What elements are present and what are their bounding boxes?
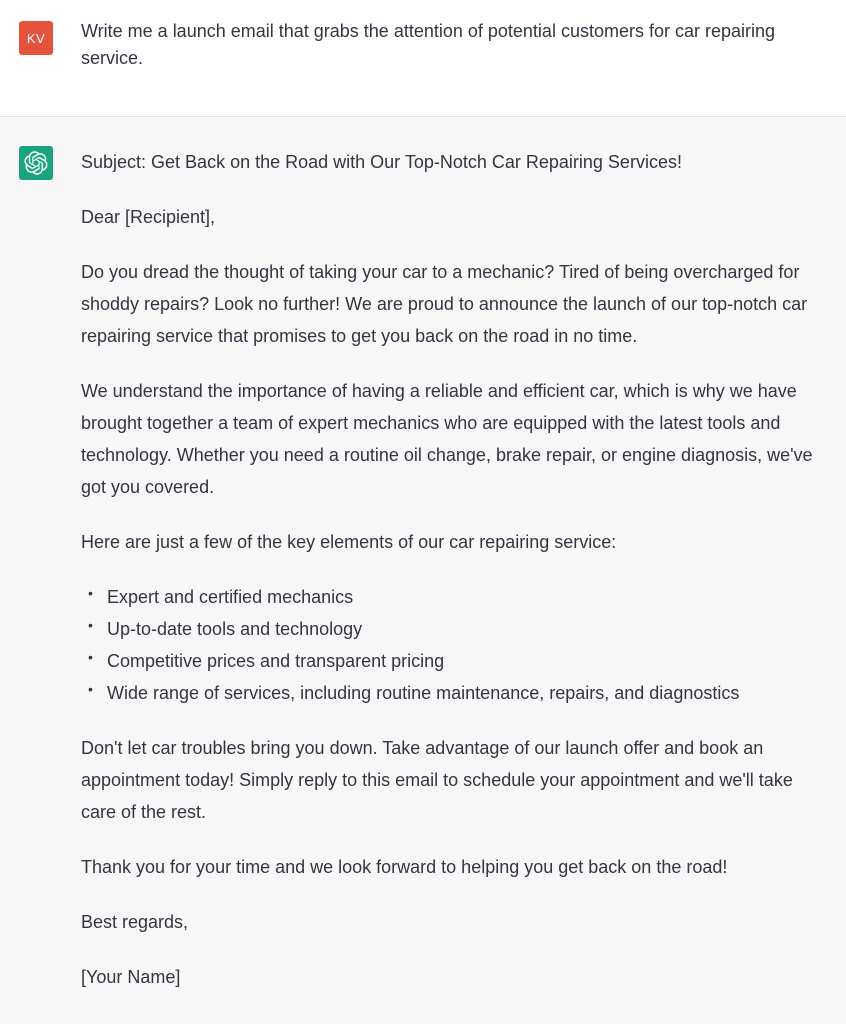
user-avatar-initials: KV [26, 30, 46, 46]
list-item [81, 613, 824, 645]
email-paragraph-3: Don't let car troubles bring you down. Take advantage of our launch offer and book an appointment today! Simply reply to this email to schedule your appointment and we'll take care of the rest. [81, 738, 793, 822]
assistant-turn [0, 117, 846, 1024]
assistant-message [81, 146, 824, 1016]
list-item [81, 677, 824, 709]
list-item [81, 645, 824, 677]
email-list-intro: Here are just a few of the key elements of our car repairing service: [81, 532, 617, 552]
user-turn [0, 0, 846, 117]
list-item-text: Wide range of services, including routine maintenance, repairs, and diagnostics [107, 683, 740, 703]
email-closing: Thank you for your time and we look forward to helping you get back on the road! [81, 857, 728, 877]
email-paragraph-1: Do you dread the thought of taking your car to a mechanic? Tired of being overcharged for shoddy repairs? Look no further! We are proud to announce the launch of our top-notch car repairing service that promises to get you back on the road in no time. [81, 262, 808, 346]
email-paragraph-2: We understand the importance of having a reliable and efficient car, which is why we have brought together a team of expert mechanics who are equipped with the latest tools and technology. Whether you need a routine oil change, brake repair, or engine diagnosis, we've got you covered. [81, 381, 813, 497]
bullet-icon: • [88, 649, 93, 665]
user-avatar [19, 21, 53, 55]
email-greeting: Dear [Recipient], [81, 207, 216, 227]
feature-list [81, 581, 824, 709]
bullet-icon: • [88, 585, 93, 601]
assistant-avatar [19, 146, 53, 180]
email-sign-off: Best regards, [81, 912, 189, 932]
list-item [81, 581, 824, 613]
list-item-text: Competitive prices and transparent pricing [107, 651, 445, 671]
user-message: Write me a launch email that grabs the attention of potential customers for car repairing service. [81, 21, 776, 68]
list-item-text: Up-to-date tools and technology [107, 619, 363, 639]
bullet-icon: • [88, 617, 93, 633]
email-signature: [Your Name] [81, 967, 181, 987]
list-item-text: Expert and certified mechanics [107, 587, 354, 607]
bullet-icon: • [88, 681, 93, 697]
openai-logo-icon [24, 151, 48, 175]
email-subject: Subject: Get Back on the Road with Our Top-Notch Car Repairing Services! [81, 152, 682, 172]
